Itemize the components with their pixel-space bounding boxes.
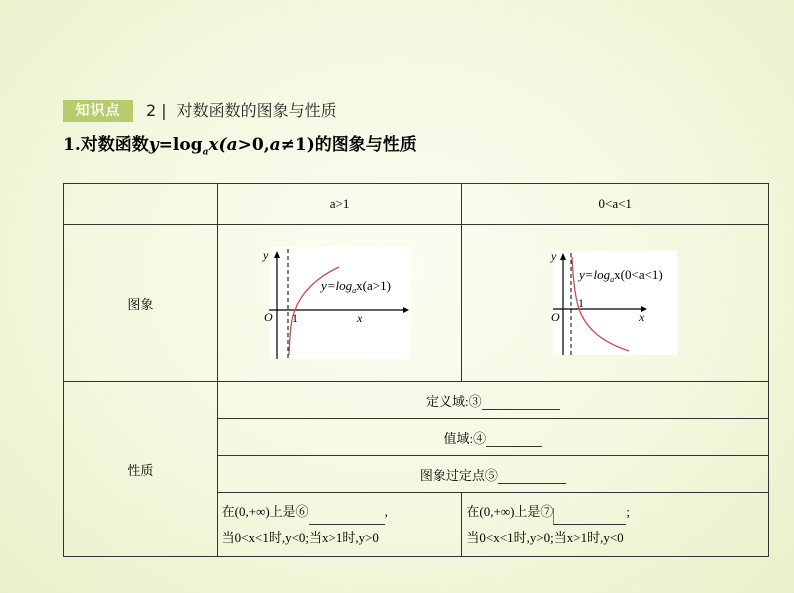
y-axis-arrow: [274, 251, 280, 258]
fixed-point-label: 图象过定点⑤: [419, 467, 498, 483]
mono-left-end: ,: [384, 503, 388, 519]
curve-label: $y=\log_ax(a>1)$: [320, 278, 391, 295]
row-label-image: 图象: [64, 225, 218, 382]
heading-a2: a: [269, 135, 281, 155]
mono-right-text: 在(0,+∞)上是⑦: [466, 503, 554, 519]
range-label: 值域:④: [443, 430, 487, 446]
heading-prefix: 1.对数函数: [63, 135, 149, 155]
mono-left-line: [222, 499, 462, 525]
range-cell: [217, 419, 768, 456]
axis-x-label: x: [356, 311, 362, 325]
graph-log-0-lt-a-lt-1: [553, 251, 677, 355]
graph-cell-left: [217, 225, 462, 382]
tick-one-label: 1: [578, 296, 585, 310]
image-row: [64, 225, 769, 382]
heading-log: =log: [158, 135, 203, 155]
heading-cond1: >0,: [237, 135, 270, 155]
heading-y: y: [148, 135, 159, 155]
section-title-text: 对数函数的图象与性质: [176, 101, 337, 120]
heading-x: x(: [208, 135, 227, 155]
axis-y-label: y: [551, 249, 557, 263]
blank-6[interactable]: [309, 508, 385, 525]
blank-4[interactable]: [486, 430, 542, 447]
curve-label: $y=\log_ax(0<a<1)$: [579, 267, 663, 284]
graph-log-a-gt-1: [262, 247, 411, 359]
section-title: [146, 100, 337, 122]
heading-a1: a: [226, 135, 238, 155]
origin-label: O: [263, 310, 273, 324]
blank-3[interactable]: [482, 393, 560, 410]
axis-y-label: y: [262, 248, 268, 262]
header-0-lt-a-lt-1: 0<a<1: [462, 184, 769, 225]
y-axis-arrow: [560, 253, 566, 260]
section-number: 2 |: [146, 101, 167, 120]
header-row: [64, 184, 769, 225]
origin-label: O: [551, 310, 560, 324]
heading-cond2: ≠1)的图象与性质: [280, 135, 417, 155]
domain-row: [64, 382, 769, 419]
section-tag: 知识点: [63, 100, 133, 122]
blank-7[interactable]: [553, 508, 626, 525]
graph-cell-right: [462, 225, 769, 382]
header-empty: [64, 184, 218, 225]
fixed-point-cell: [217, 456, 768, 493]
heading-sub: a: [202, 147, 209, 158]
domain-label: 定义域:③: [426, 393, 482, 409]
x-axis-arrow: [403, 307, 409, 313]
tick-one-label: 1: [291, 311, 298, 325]
monotonic-right-cell: [462, 493, 769, 557]
monotonic-left-cell: [217, 493, 462, 557]
axis-x-label: x: [639, 310, 645, 324]
mono-left-text: 在(0,+∞)上是⑥: [221, 503, 309, 519]
row-label-props: 性质: [64, 382, 218, 557]
blank-5[interactable]: [498, 467, 566, 484]
mono-right-line: [466, 499, 768, 525]
page-heading: [63, 133, 417, 164]
header-a-gt-1: a>1: [217, 184, 462, 225]
properties-table: [63, 183, 769, 557]
mono-right-end: ;: [626, 503, 631, 519]
domain-cell: [217, 382, 768, 419]
sign-left-line: 当0<x<1时,y<0;当x>1时,y>0: [221, 529, 379, 545]
sign-right-line: 当0<x<1时,y>0;当x>1时,y<0: [466, 529, 624, 545]
